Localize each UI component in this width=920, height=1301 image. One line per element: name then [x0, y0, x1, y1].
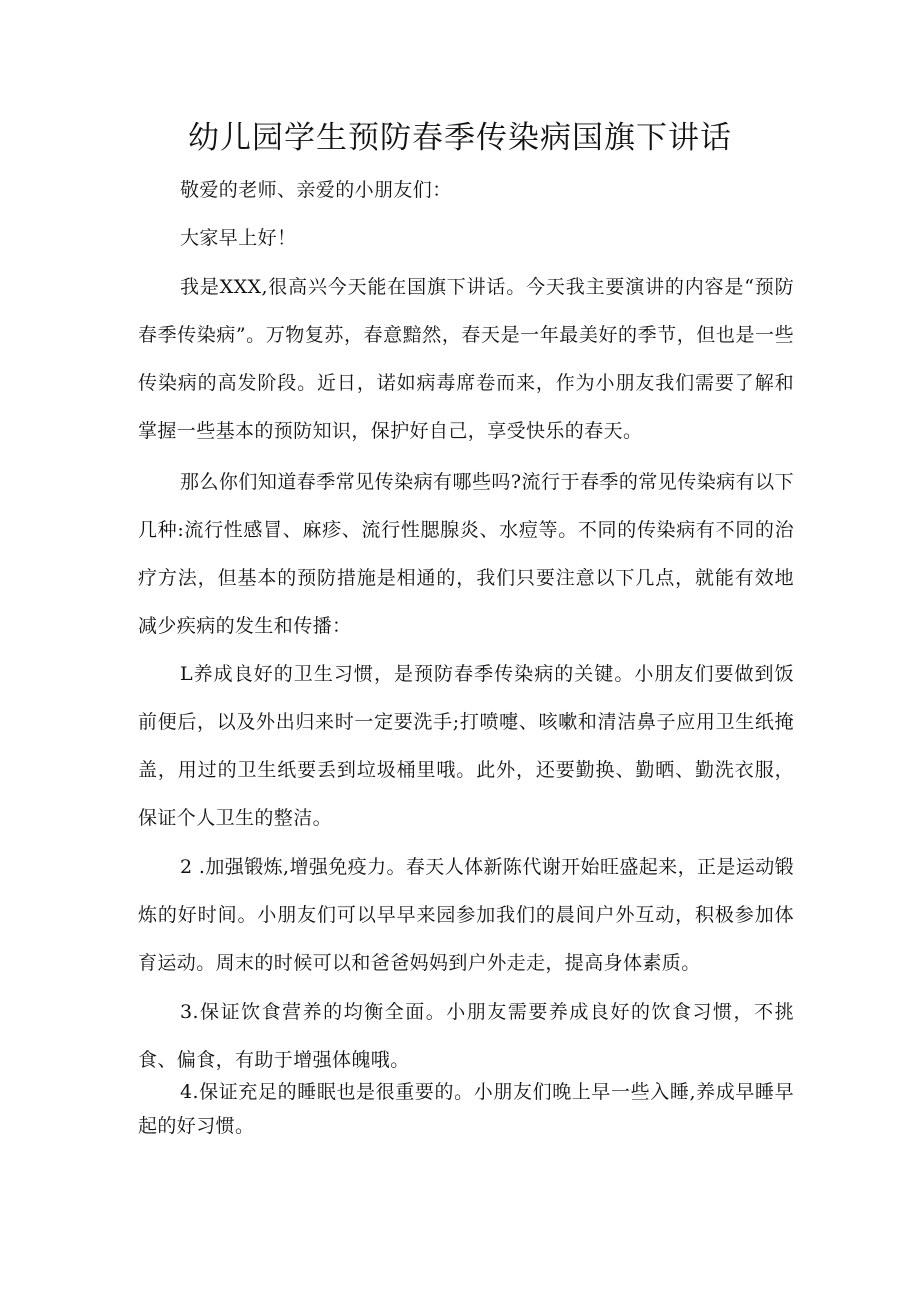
greeting: 大家早上好！: [180, 227, 297, 249]
salutation: 敬爱的老师、亲爱的小朋友们：: [180, 179, 452, 201]
paragraph-common-diseases: 那么你们知道春季常见传染病有哪些吗?流行于春季的常见传染病有以下几种:流行性感冒、麻疹、流行性腮腺炎、水痘等。不同的传染病有不同的治疗方法，但基本的预防措施是相通的，我们只要注意以下几点，就能有效地减少疾病的发生和传播：: [138, 471, 794, 637]
document-title: 幼儿园学生预防春季传染病国旗下讲话: [188, 120, 732, 156]
list-item-sleep: 4.保证充足的睡眠也是很重要的。小朋友们晚上早一些入睡,养成早睡早起的好习惯。: [138, 1081, 794, 1137]
paragraph-intro: 我是XXX,很高兴今天能在国旗下讲话。今天我主要演讲的内容是“预防春季传染病”。万物复苏，春意黯然，春天是一年最美好的季节，但也是一些传染病的高发阶段。近日，诺如病毒席卷而来，作为小朋友我们需要了解和掌握一些基本的预防知识，保护好自己，享受快乐的春天。: [138, 276, 794, 442]
list-item-hygiene: L养成良好的卫生习惯，是预防春季传染病的关键。小朋友们要做到饭前便后，以及外出归来时一定要洗手;打喷嚏、咳嗽和清洁鼻子应用卫生纸掩盖，用过的卫生纸要丢到垃圾桶里哦。此外，还要勤换、勤晒、勤洗衣服，保证个人卫生的整洁。: [138, 663, 794, 829]
list-item-nutrition: 3.保证饮食营养的均衡全面。小朋友需要养成良好的饮食习惯，不挑食、偏食，有助于增强体魄哦。: [138, 1001, 794, 1071]
list-item-exercise: 2 .加强锻炼,增强免疫力。春天人体新陈代谢开始旺盛起来，正是运动锻炼的好时间。小朋友们可以早早来园参加我们的晨间户外互动，积极参加体育运动。周末的时候可以和爸爸妈妈到户外走走，提高身体素质。: [138, 856, 794, 974]
